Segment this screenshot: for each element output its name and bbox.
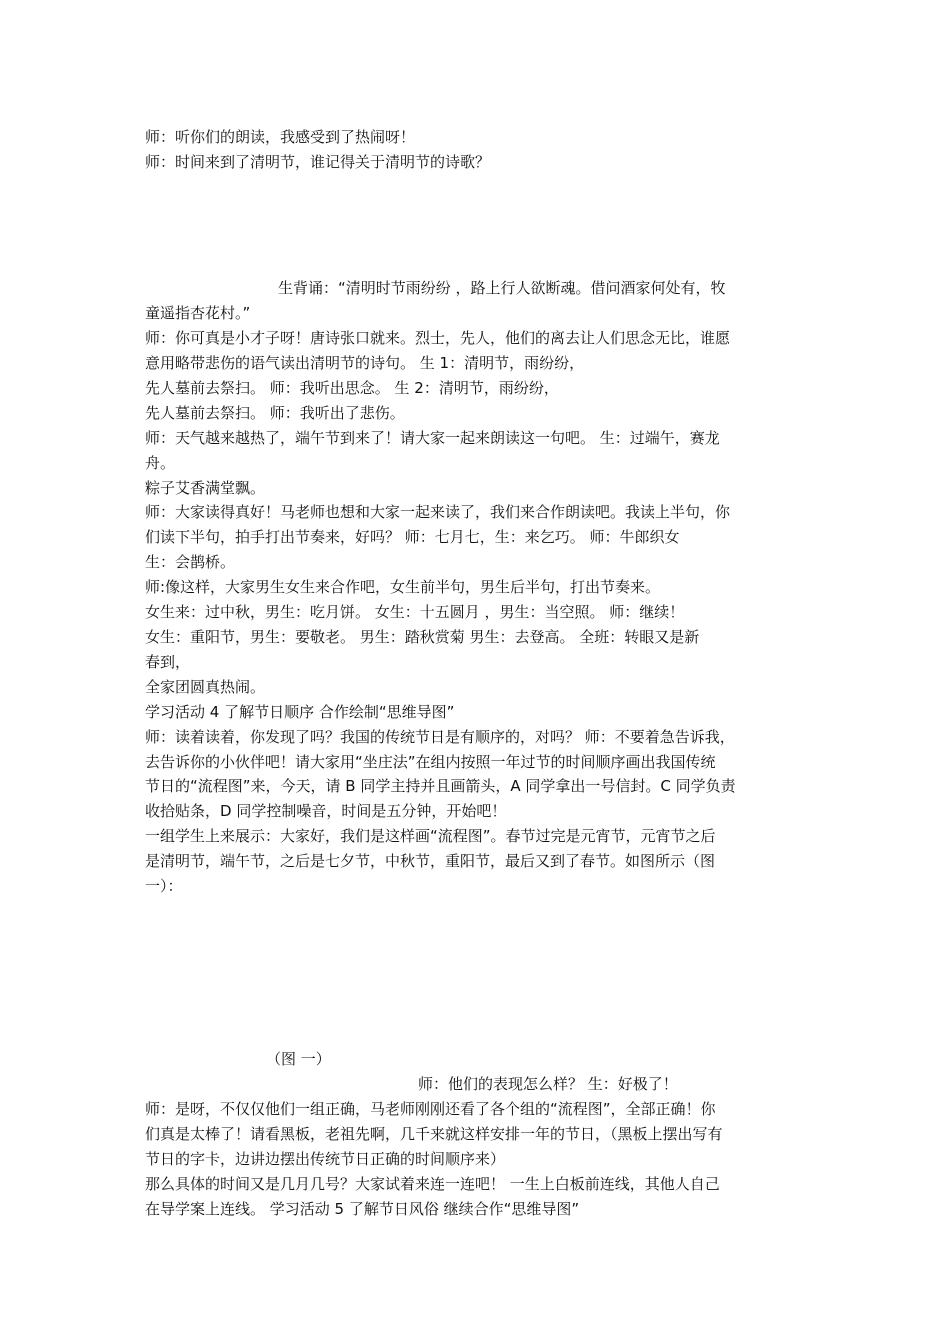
text-line: 一）： <box>145 877 183 895</box>
text-line: 师：时间来到了清明节，谁记得关于清明节的诗歌？ <box>145 153 491 171</box>
section-heading: 学习活动 4 了解节日顺序 合作绘制“思维导图” <box>145 703 455 721</box>
text-line: 师:像这样，大家男生女生来合作吧，女生前半句，男生后半句，打出节奏来。 <box>145 578 661 596</box>
text-line: 童遥指杏花村。” <box>145 304 251 322</box>
text-line: 去告诉你的小伙伴吧！请大家用“坐庄法”在组内按照一年过节的时间顺序画出我国传统 <box>145 753 716 771</box>
text-line: 是清明节，端午节，之后是七夕节，中秋节，重阳节，最后又到了春节。如图所示（图 <box>145 852 716 870</box>
text-line: 春到， <box>145 653 191 671</box>
text-line: 节日的“流程图”来，今天，请 B 同学主持并且画箭头，A 同学拿出一号信封。C 同学负责 <box>145 777 736 795</box>
text-line: 们真是太棒了！请看黑板，老祖先啊，几千来就这样安排一年的节日，（黑板上摆出写有 <box>145 1125 723 1143</box>
text-line: 们读下半句，拍手打出节奏来，好吗？ 师：七月七，生：来乞巧。 师：牛郎织女 <box>145 528 680 546</box>
text-line: 收拾贴条，D 同学控制噪音，时间是五分钟，开始吧！ <box>145 802 507 820</box>
text-line: 节日的字卡，边讲边摆出传统节日正确的时间顺序来） <box>145 1150 506 1168</box>
text-line: 女生：重阳节，男生：要敬老。 男生：踏秋赏菊 男生：去登高。 全班：转眼又是新 <box>145 628 700 646</box>
text-line: 粽子艾香满堂飘。 <box>145 479 266 497</box>
text-line: 生背诵：“清明时节雨纷纷 ，路上行人欲断魂。借问酒家何处有，牧 <box>278 279 726 297</box>
text-line: 在导学案上连线。 学习活动 5 了解节日风俗 继续合作“思维导图” <box>145 1200 580 1218</box>
text-line: 师：读着读着，你发现了吗？我国的传统节日是有顺序的，对吗？ 师：不要着急告诉我， <box>145 728 735 746</box>
text-line: 女生来：过中秋，男生：吃月饼。 女生：十五圆月 ，男生：当空照。 师：继续！ <box>145 603 685 621</box>
text-line: 师：听你们的朗读，我感受到了热闹呀！ <box>145 128 416 146</box>
text-line: 舟。 <box>145 454 176 472</box>
text-line: 师：天气越来越热了，端午节到来了！请大家一起来朗读这一句吧。 生：过端午，赛龙 <box>145 429 720 447</box>
text-line: 师：他们的表现怎么样？ 生：好极了！ <box>418 1075 678 1093</box>
text-line: 那么具体的时间又是几月几号？大家试着来连一连吧！ 一生上白板前连线，其他人自己 <box>145 1175 720 1193</box>
text-line: 先人墓前去祭扫。 师：我听出了悲伤。 <box>145 404 405 422</box>
text-line: 师：大家读得真好！马老师也想和大家一起来读了，我们来合作朗读吧。我读上半句，你 <box>145 503 731 521</box>
text-line: 生：会鹊桥。 <box>145 553 236 571</box>
text-line: 师：是呀，不仅仅他们一组正确，马老师刚刚还看了各个组的“流程图”，全部正确！你 <box>145 1100 716 1118</box>
text-line: 全家团圆真热闹。 <box>145 678 266 696</box>
text-line: 意用略带悲伤的语气读出清明节的诗句。 生 1：清明节，雨纷纷， <box>145 354 585 372</box>
text-line: 师：你可真是小才子呀！唐诗张口就来。烈士，先人，他们的离去让人们思念无比，谁愿 <box>145 329 731 347</box>
text-line: 一组学生上来展示：大家好，我们是这样画“流程图”。春节过完是元宵节，元宵节之后 <box>145 827 716 845</box>
figure-caption: （图 一） <box>266 1050 331 1068</box>
text-line: 先人墓前去祭扫。 师：我听出思念。 生 2：清明节，雨纷纷， <box>145 379 559 397</box>
